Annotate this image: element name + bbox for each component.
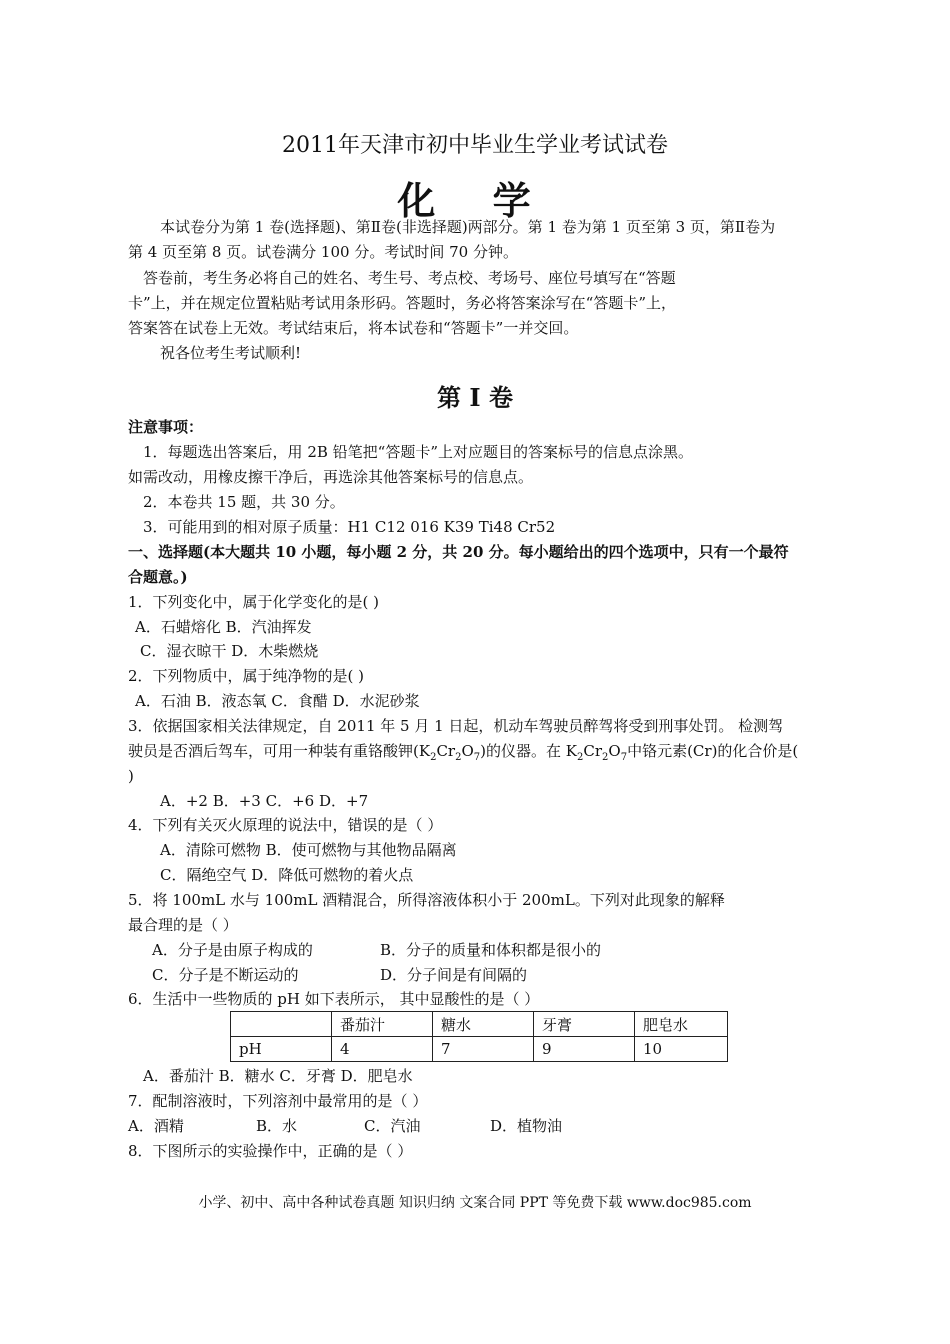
ph-table [230, 1011, 728, 1062]
ph-table-cell: 7 [433, 1037, 534, 1062]
section1-line-2: 合题意。) [128, 568, 188, 586]
question-3-line-2: 驶员是否酒后驾车，可用一种装有重铬酸钾$(K_2Cr_2O_7)$的仪器。在 $K_2Cr_2O_7$中铬元素(Cr)的化合价是( [128, 742, 799, 763]
page-footer: 小学、初中、高中各种试卷真题 知识归纳 文案合同 PPT 等免费下载 www.doc985.com [198, 1195, 752, 1211]
question-8: 8．下图所示的实验操作中，正确的是（ ） [128, 1142, 413, 1160]
question-2-options: A．石油 B．液态氧 C．食醋 D．水泥砂浆 [135, 692, 420, 710]
question-2: 2．下列物质中，属于纯净物的是( ) [128, 667, 365, 685]
question-6-options: A．番茄汁 B．糖水 C．牙膏 D．肥皂水 [143, 1067, 413, 1085]
ph-table-cell: 肥皂水 [635, 1012, 728, 1037]
question-3-options: A．+2 B．+3 C．+6 D．+7 [160, 792, 369, 810]
intro-line-3: 答卷前，考生务必将自己的姓名、考生号、考点校、考场号、座位号填写在“答题 [143, 269, 676, 287]
question-7-option-c: C．汽油 [364, 1117, 421, 1135]
question-6: 6．生活中一些物质的 pH 如下表所示， 其中显酸性的是（ ） [128, 990, 540, 1008]
question-4-options-cd: C．隔绝空气 D．降低可燃物的着火点 [160, 866, 414, 884]
intro-line-1: 本试卷分为第 1 卷(选择题)、第Ⅱ卷(非选择题)两部分。第 1 卷为第 1 页至第 3 页，第Ⅱ卷为 [160, 218, 776, 236]
intro-line-6: 祝各位考生考试顺利! [160, 344, 302, 362]
question-7: 7．配制溶液时，下列溶剂中最常用的是（ ） [128, 1092, 428, 1110]
note-1: 1．每题选出答案后，用 2B 铅笔把“答题卡”上对应题目的答案标号的信息点涂黑。 [143, 443, 693, 461]
ph-table-cell: 糖水 [433, 1012, 534, 1037]
question-4-options-ab: A．清除可燃物 B．使可燃物与其他物品隔离 [160, 841, 457, 859]
question-4: 4．下列有关灭火原理的说法中，错误的是（ ） [128, 816, 443, 834]
question-5-line-2: 最合理的是（ ） [128, 916, 238, 934]
note-1-cont: 如需改动，用橡皮擦干净后，再选涂其他答案标号的信息点。 [128, 468, 534, 486]
ph-table-row [231, 1037, 728, 1062]
section1-line-1: 一、选择题(本大题共 10 小题，每小题 2 分，共 20 分。每小题给出的四个选项中，只有一个最符 [128, 543, 789, 561]
question-1-options-ab: A．石蜡熔化 B．汽油挥发 [135, 618, 312, 636]
intro-line-4: 卡”上，并在规定位置粘贴考试用条形码。答题时，务必将答案涂写在“答题卡”上， [128, 294, 677, 312]
question-5-line-1: 5．将 100mL 水与 100mL 酒精混合，所得溶液体积小于 200mL。下列对此现象的解释 [128, 891, 725, 909]
ph-table-cell: 9 [534, 1037, 635, 1062]
question-7-option-d: D．植物油 [490, 1117, 563, 1135]
intro-line-5: 答案答在试卷上无效。考试结束后，将本试卷和“答题卡”一并交回。 [128, 319, 579, 337]
question-3-line-3: ) [128, 767, 134, 785]
subject-title: 化 学 [397, 178, 553, 223]
ph-table-cell: 10 [635, 1037, 728, 1062]
question-3-line-1: 3．依据国家相关法律规定，自 2011 年 5 月 1 日起，机动车驾驶员醉驾将受到刑事处罚。 检测驾 [128, 717, 784, 735]
ph-table-cell: 牙膏 [534, 1012, 635, 1037]
question-7-option-a: A．酒精 [128, 1117, 184, 1135]
question-5-option-c: C．分子是不断运动的 [152, 966, 299, 984]
note-3: 3．可能用到的相对原子质量：H1 C12 016 K39 Ti48 Cr52 [143, 518, 556, 536]
ph-table-cell: 4 [332, 1037, 433, 1062]
question-5-option-b: B．分子的质量和体积都是很小的 [380, 941, 602, 959]
question-5-option-a: A．分子是由原子构成的 [152, 941, 313, 959]
volume-title: 第 I 卷 [437, 383, 513, 412]
question-1-options-cd: C．湿衣晾干 D．木柴燃烧 [140, 642, 319, 660]
ph-table-cell: pH [231, 1037, 332, 1062]
exam-title: 2011年天津市初中毕业生学业考试试卷 [282, 133, 668, 158]
ph-table-cell [231, 1012, 332, 1037]
ph-table-header-row [231, 1012, 728, 1037]
question-7-option-b: B．水 [256, 1117, 298, 1135]
intro-line-2: 第 4 页至第 8 页。试卷满分 100 分。考试时间 70 分钟。 [128, 243, 518, 261]
notes-heading: 注意事项： [128, 418, 204, 436]
ph-table-cell: 番茄汁 [332, 1012, 433, 1037]
question-5-option-d: D．分子间是有间隔的 [380, 966, 528, 984]
note-2: 2．本卷共 15 题，共 30 分。 [143, 493, 345, 511]
question-1: 1．下列变化中，属于化学变化的是( ) [128, 593, 380, 611]
